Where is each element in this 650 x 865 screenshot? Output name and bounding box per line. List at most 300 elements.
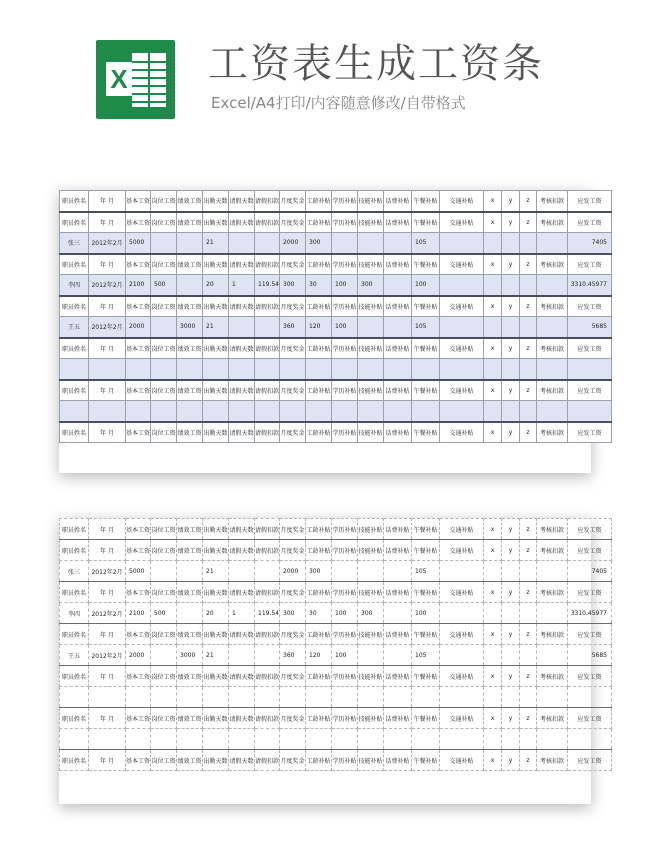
header-cell[interactable]: 基本工资: [126, 254, 151, 275]
data-cell[interactable]: [229, 729, 255, 750]
data-cell[interactable]: [151, 729, 177, 750]
data-cell[interactable]: [229, 401, 255, 422]
data-cell[interactable]: 300: [280, 603, 306, 624]
header-cell[interactable]: y: [502, 380, 520, 401]
header-cell[interactable]: 年 月: [89, 191, 126, 212]
header-cell[interactable]: 交通补贴: [440, 666, 484, 687]
header-cell[interactable]: 出勤天数: [203, 540, 229, 561]
header-cell[interactable]: z: [520, 212, 537, 233]
data-cell[interactable]: [484, 401, 502, 422]
data-cell[interactable]: [568, 401, 612, 422]
header-cell[interactable]: 午餐补贴: [412, 380, 440, 401]
data-cell[interactable]: 20: [203, 603, 229, 624]
data-cell[interactable]: [255, 401, 280, 422]
header-cell[interactable]: x: [484, 338, 502, 359]
data-cell[interactable]: [126, 401, 151, 422]
data-cell[interactable]: [502, 603, 520, 624]
header-cell[interactable]: y: [502, 212, 520, 233]
data-cell[interactable]: [384, 233, 412, 254]
header-cell[interactable]: 岗位工资: [151, 422, 177, 443]
header-cell[interactable]: 技能补贴: [358, 380, 384, 401]
data-cell[interactable]: [537, 603, 568, 624]
data-cell[interactable]: [60, 401, 89, 422]
header-cell[interactable]: 绩效工资: [177, 296, 203, 317]
header-cell[interactable]: 技能补贴: [358, 540, 384, 561]
header-cell[interactable]: z: [520, 338, 537, 359]
header-cell[interactable]: 技能补贴: [358, 422, 384, 443]
data-cell[interactable]: [255, 561, 280, 582]
header-cell[interactable]: 考核扣款: [537, 708, 568, 729]
header-cell[interactable]: 绩效工资: [177, 212, 203, 233]
header-cell[interactable]: 绩效工资: [177, 582, 203, 603]
header-cell[interactable]: 年 月: [89, 750, 126, 771]
header-cell[interactable]: 基本工资: [126, 750, 151, 771]
data-cell[interactable]: [384, 687, 412, 708]
data-cell[interactable]: 7405: [568, 233, 612, 254]
data-cell[interactable]: 30: [306, 275, 332, 296]
data-cell[interactable]: [203, 359, 229, 380]
data-cell[interactable]: [520, 401, 537, 422]
header-cell[interactable]: y: [502, 540, 520, 561]
header-cell[interactable]: 职员姓名: [60, 380, 89, 401]
header-cell[interactable]: 考核扣款: [537, 624, 568, 645]
header-cell[interactable]: 岗位工资: [151, 380, 177, 401]
header-cell[interactable]: 技能补贴: [358, 191, 384, 212]
header-cell[interactable]: z: [520, 254, 537, 275]
header-cell[interactable]: x: [484, 380, 502, 401]
header-cell[interactable]: 请假扣款: [255, 540, 280, 561]
header-cell[interactable]: 出勤天数: [203, 582, 229, 603]
header-cell[interactable]: 出勤天数: [203, 191, 229, 212]
header-cell[interactable]: x: [484, 422, 502, 443]
header-cell[interactable]: 职员姓名: [60, 540, 89, 561]
data-cell[interactable]: [89, 729, 126, 750]
header-cell[interactable]: 请假天数: [229, 296, 255, 317]
data-cell[interactable]: 119.54: [255, 603, 280, 624]
header-cell[interactable]: 技能补贴: [358, 582, 384, 603]
data-cell[interactable]: 100: [332, 645, 358, 666]
header-cell[interactable]: 请假天数: [229, 191, 255, 212]
header-cell[interactable]: z: [520, 380, 537, 401]
header-cell[interactable]: 工龄补贴: [306, 296, 332, 317]
data-cell[interactable]: [440, 561, 484, 582]
header-cell[interactable]: 月度奖金: [280, 212, 306, 233]
header-cell[interactable]: y: [502, 519, 520, 540]
data-cell[interactable]: [280, 359, 306, 380]
data-cell[interactable]: [568, 687, 612, 708]
header-cell[interactable]: 考核扣款: [537, 212, 568, 233]
header-cell[interactable]: y: [502, 296, 520, 317]
data-cell[interactable]: [537, 359, 568, 380]
data-cell[interactable]: 1: [229, 603, 255, 624]
header-cell[interactable]: y: [502, 422, 520, 443]
header-cell[interactable]: 午餐补贴: [412, 422, 440, 443]
data-cell[interactable]: [151, 317, 177, 338]
data-cell[interactable]: [306, 687, 332, 708]
header-cell[interactable]: 请假扣款: [255, 254, 280, 275]
header-cell[interactable]: x: [484, 212, 502, 233]
data-cell[interactable]: [384, 317, 412, 338]
header-cell[interactable]: 请假扣款: [255, 296, 280, 317]
header-cell[interactable]: 交通补贴: [440, 296, 484, 317]
header-cell[interactable]: 应发工资: [568, 750, 612, 771]
header-cell[interactable]: 基本工资: [126, 540, 151, 561]
header-cell[interactable]: x: [484, 519, 502, 540]
header-cell[interactable]: 岗位工资: [151, 191, 177, 212]
header-cell[interactable]: 请假扣款: [255, 750, 280, 771]
header-cell[interactable]: 年 月: [89, 422, 126, 443]
header-cell[interactable]: 话费补贴: [384, 254, 412, 275]
header-cell[interactable]: 交通补贴: [440, 191, 484, 212]
header-cell[interactable]: 工龄补贴: [306, 338, 332, 359]
header-cell[interactable]: 工龄补贴: [306, 380, 332, 401]
data-cell[interactable]: [440, 645, 484, 666]
header-cell[interactable]: z: [520, 191, 537, 212]
header-cell[interactable]: 职员姓名: [60, 582, 89, 603]
data-cell[interactable]: [384, 729, 412, 750]
data-cell[interactable]: [440, 275, 484, 296]
header-cell[interactable]: 午餐补贴: [412, 540, 440, 561]
header-cell[interactable]: 考核扣款: [537, 666, 568, 687]
header-cell[interactable]: 应发工资: [568, 191, 612, 212]
header-cell[interactable]: 基本工资: [126, 338, 151, 359]
header-cell[interactable]: 话费补贴: [384, 582, 412, 603]
header-cell[interactable]: 交通补贴: [440, 708, 484, 729]
data-cell[interactable]: [520, 317, 537, 338]
header-cell[interactable]: 应发工资: [568, 519, 612, 540]
header-cell[interactable]: 学历补贴: [332, 708, 358, 729]
header-cell[interactable]: 基本工资: [126, 212, 151, 233]
data-cell[interactable]: 7405: [568, 561, 612, 582]
data-cell[interactable]: [151, 233, 177, 254]
header-cell[interactable]: z: [520, 624, 537, 645]
data-cell[interactable]: [502, 233, 520, 254]
data-cell[interactable]: 2000: [280, 233, 306, 254]
data-cell[interactable]: [412, 729, 440, 750]
header-cell[interactable]: x: [484, 254, 502, 275]
header-cell[interactable]: 工龄补贴: [306, 254, 332, 275]
data-cell[interactable]: [358, 561, 384, 582]
header-cell[interactable]: z: [520, 750, 537, 771]
header-cell[interactable]: 年 月: [89, 519, 126, 540]
header-cell[interactable]: 工龄补贴: [306, 666, 332, 687]
data-cell[interactable]: [126, 687, 151, 708]
data-cell[interactable]: 500: [151, 275, 177, 296]
header-cell[interactable]: 请假天数: [229, 750, 255, 771]
data-cell[interactable]: [332, 561, 358, 582]
header-cell[interactable]: 请假天数: [229, 540, 255, 561]
header-cell[interactable]: 考核扣款: [537, 582, 568, 603]
data-cell[interactable]: 3000: [177, 645, 203, 666]
data-cell[interactable]: [384, 401, 412, 422]
header-cell[interactable]: x: [484, 666, 502, 687]
data-cell[interactable]: [280, 687, 306, 708]
header-cell[interactable]: 绩效工资: [177, 624, 203, 645]
header-cell[interactable]: 请假天数: [229, 254, 255, 275]
data-cell[interactable]: [358, 687, 384, 708]
header-cell[interactable]: 年 月: [89, 380, 126, 401]
header-cell[interactable]: 职员姓名: [60, 708, 89, 729]
header-cell[interactable]: 绩效工资: [177, 191, 203, 212]
header-cell[interactable]: 月度奖金: [280, 422, 306, 443]
header-cell[interactable]: 话费补贴: [384, 338, 412, 359]
header-cell[interactable]: 交通补贴: [440, 422, 484, 443]
data-cell[interactable]: [332, 729, 358, 750]
header-cell[interactable]: 基本工资: [126, 708, 151, 729]
header-cell[interactable]: 午餐补贴: [412, 212, 440, 233]
data-cell[interactable]: [484, 603, 502, 624]
data-cell[interactable]: [384, 603, 412, 624]
data-cell[interactable]: [484, 687, 502, 708]
header-cell[interactable]: 请假天数: [229, 380, 255, 401]
data-cell[interactable]: 3000: [177, 317, 203, 338]
header-cell[interactable]: 学历补贴: [332, 422, 358, 443]
header-cell[interactable]: 学历补贴: [332, 296, 358, 317]
data-cell[interactable]: 5685: [568, 317, 612, 338]
data-cell[interactable]: [440, 687, 484, 708]
data-cell[interactable]: 300: [306, 233, 332, 254]
data-cell[interactable]: 2012年2月: [89, 603, 126, 624]
data-cell[interactable]: [412, 687, 440, 708]
data-cell[interactable]: [358, 401, 384, 422]
header-cell[interactable]: 请假天数: [229, 666, 255, 687]
data-cell[interactable]: 120: [306, 645, 332, 666]
header-cell[interactable]: 话费补贴: [384, 296, 412, 317]
header-cell[interactable]: 学历补贴: [332, 191, 358, 212]
header-cell[interactable]: 基本工资: [126, 519, 151, 540]
data-cell[interactable]: [203, 729, 229, 750]
header-cell[interactable]: 交通补贴: [440, 254, 484, 275]
data-cell[interactable]: [568, 359, 612, 380]
header-cell[interactable]: 出勤天数: [203, 296, 229, 317]
header-cell[interactable]: y: [502, 582, 520, 603]
data-cell[interactable]: 张三: [60, 233, 89, 254]
data-cell[interactable]: [537, 317, 568, 338]
header-cell[interactable]: 技能补贴: [358, 519, 384, 540]
header-cell[interactable]: 月度奖金: [280, 191, 306, 212]
header-cell[interactable]: 绩效工资: [177, 540, 203, 561]
header-cell[interactable]: 学历补贴: [332, 582, 358, 603]
data-cell[interactable]: [440, 729, 484, 750]
header-cell[interactable]: 交通补贴: [440, 582, 484, 603]
data-cell[interactable]: [537, 401, 568, 422]
header-cell[interactable]: 交通补贴: [440, 338, 484, 359]
data-cell[interactable]: 100: [412, 603, 440, 624]
header-cell[interactable]: 考核扣款: [537, 519, 568, 540]
data-cell[interactable]: [520, 603, 537, 624]
header-cell[interactable]: 话费补贴: [384, 422, 412, 443]
data-cell[interactable]: [177, 729, 203, 750]
header-cell[interactable]: 请假扣款: [255, 708, 280, 729]
data-cell[interactable]: [537, 561, 568, 582]
data-cell[interactable]: 105: [412, 561, 440, 582]
header-cell[interactable]: 技能补贴: [358, 296, 384, 317]
header-cell[interactable]: 考核扣款: [537, 191, 568, 212]
data-cell[interactable]: [537, 729, 568, 750]
header-cell[interactable]: y: [502, 338, 520, 359]
header-cell[interactable]: 年 月: [89, 338, 126, 359]
data-cell[interactable]: [568, 729, 612, 750]
header-cell[interactable]: 出勤天数: [203, 254, 229, 275]
header-cell[interactable]: 月度奖金: [280, 254, 306, 275]
header-cell[interactable]: 午餐补贴: [412, 519, 440, 540]
data-cell[interactable]: 100: [332, 603, 358, 624]
header-cell[interactable]: 请假扣款: [255, 212, 280, 233]
data-cell[interactable]: [177, 401, 203, 422]
header-cell[interactable]: 技能补贴: [358, 254, 384, 275]
data-cell[interactable]: 2000: [126, 645, 151, 666]
header-cell[interactable]: z: [520, 708, 537, 729]
header-cell[interactable]: 请假扣款: [255, 582, 280, 603]
data-cell[interactable]: [484, 359, 502, 380]
header-cell[interactable]: 话费补贴: [384, 519, 412, 540]
data-cell[interactable]: [89, 359, 126, 380]
header-cell[interactable]: 应发工资: [568, 380, 612, 401]
data-cell[interactable]: [306, 359, 332, 380]
header-cell[interactable]: 职员姓名: [60, 624, 89, 645]
header-cell[interactable]: 学历补贴: [332, 212, 358, 233]
header-cell[interactable]: 话费补贴: [384, 666, 412, 687]
header-cell[interactable]: 午餐补贴: [412, 338, 440, 359]
data-cell[interactable]: [484, 729, 502, 750]
header-cell[interactable]: 话费补贴: [384, 212, 412, 233]
header-cell[interactable]: 岗位工资: [151, 540, 177, 561]
header-cell[interactable]: 岗位工资: [151, 750, 177, 771]
data-cell[interactable]: [358, 729, 384, 750]
header-cell[interactable]: 请假天数: [229, 519, 255, 540]
header-cell[interactable]: y: [502, 254, 520, 275]
data-cell[interactable]: [177, 275, 203, 296]
data-cell[interactable]: 300: [358, 603, 384, 624]
data-cell[interactable]: [332, 233, 358, 254]
data-cell[interactable]: [440, 317, 484, 338]
data-cell[interactable]: [484, 275, 502, 296]
header-cell[interactable]: 出勤天数: [203, 380, 229, 401]
header-cell[interactable]: 话费补贴: [384, 750, 412, 771]
header-cell[interactable]: z: [520, 296, 537, 317]
header-cell[interactable]: 考核扣款: [537, 750, 568, 771]
data-cell[interactable]: 21: [203, 561, 229, 582]
data-cell[interactable]: 21: [203, 645, 229, 666]
header-cell[interactable]: 技能补贴: [358, 750, 384, 771]
data-cell[interactable]: 105: [412, 645, 440, 666]
data-cell[interactable]: [280, 729, 306, 750]
header-cell[interactable]: y: [502, 708, 520, 729]
header-cell[interactable]: 应发工资: [568, 254, 612, 275]
header-cell[interactable]: 午餐补贴: [412, 624, 440, 645]
data-cell[interactable]: [255, 359, 280, 380]
data-cell[interactable]: [151, 561, 177, 582]
header-cell[interactable]: 学历补贴: [332, 519, 358, 540]
header-cell[interactable]: 学历补贴: [332, 750, 358, 771]
data-cell[interactable]: [60, 687, 89, 708]
header-cell[interactable]: 绩效工资: [177, 750, 203, 771]
header-cell[interactable]: x: [484, 708, 502, 729]
data-cell[interactable]: [484, 645, 502, 666]
data-cell[interactable]: [502, 275, 520, 296]
data-cell[interactable]: 21: [203, 233, 229, 254]
header-cell[interactable]: z: [520, 666, 537, 687]
data-cell[interactable]: 王五: [60, 645, 89, 666]
data-cell[interactable]: [412, 359, 440, 380]
data-cell[interactable]: [384, 359, 412, 380]
data-cell[interactable]: [126, 729, 151, 750]
data-cell[interactable]: [151, 359, 177, 380]
header-cell[interactable]: 技能补贴: [358, 212, 384, 233]
header-cell[interactable]: 午餐补贴: [412, 254, 440, 275]
data-cell[interactable]: [440, 401, 484, 422]
header-cell[interactable]: 应发工资: [568, 212, 612, 233]
header-cell[interactable]: 请假天数: [229, 338, 255, 359]
data-cell[interactable]: [203, 687, 229, 708]
data-cell[interactable]: 2100: [126, 275, 151, 296]
header-cell[interactable]: 学历补贴: [332, 624, 358, 645]
data-cell[interactable]: [502, 729, 520, 750]
header-cell[interactable]: 职员姓名: [60, 519, 89, 540]
header-cell[interactable]: 基本工资: [126, 624, 151, 645]
data-cell[interactable]: [203, 401, 229, 422]
data-cell[interactable]: [332, 401, 358, 422]
header-cell[interactable]: 学历补贴: [332, 540, 358, 561]
data-cell[interactable]: [520, 687, 537, 708]
header-cell[interactable]: 月度奖金: [280, 540, 306, 561]
header-cell[interactable]: 月度奖金: [280, 519, 306, 540]
header-cell[interactable]: 岗位工资: [151, 338, 177, 359]
header-cell[interactable]: 岗位工资: [151, 582, 177, 603]
header-cell[interactable]: 年 月: [89, 708, 126, 729]
header-cell[interactable]: 话费补贴: [384, 624, 412, 645]
data-cell[interactable]: [502, 401, 520, 422]
data-cell[interactable]: [229, 359, 255, 380]
data-cell[interactable]: [151, 645, 177, 666]
header-cell[interactable]: 学历补贴: [332, 338, 358, 359]
header-cell[interactable]: x: [484, 296, 502, 317]
header-cell[interactable]: 午餐补贴: [412, 750, 440, 771]
data-cell[interactable]: [306, 729, 332, 750]
data-cell[interactable]: [484, 317, 502, 338]
header-cell[interactable]: x: [484, 582, 502, 603]
header-cell[interactable]: 月度奖金: [280, 380, 306, 401]
data-cell[interactable]: 300: [306, 561, 332, 582]
data-cell[interactable]: [440, 233, 484, 254]
header-cell[interactable]: 出勤天数: [203, 708, 229, 729]
data-cell[interactable]: [89, 687, 126, 708]
data-cell[interactable]: [537, 645, 568, 666]
data-cell[interactable]: 李四: [60, 603, 89, 624]
data-cell[interactable]: 105: [412, 233, 440, 254]
header-cell[interactable]: 岗位工资: [151, 212, 177, 233]
data-cell[interactable]: [520, 233, 537, 254]
header-cell[interactable]: 月度奖金: [280, 338, 306, 359]
data-cell[interactable]: [229, 317, 255, 338]
header-cell[interactable]: 基本工资: [126, 380, 151, 401]
header-cell[interactable]: 午餐补贴: [412, 582, 440, 603]
header-cell[interactable]: 出勤天数: [203, 212, 229, 233]
header-cell[interactable]: x: [484, 750, 502, 771]
header-cell[interactable]: 工龄补贴: [306, 519, 332, 540]
data-cell[interactable]: [520, 275, 537, 296]
header-cell[interactable]: 考核扣款: [537, 540, 568, 561]
data-cell[interactable]: [520, 645, 537, 666]
header-cell[interactable]: 工龄补贴: [306, 191, 332, 212]
header-cell[interactable]: 月度奖金: [280, 582, 306, 603]
header-cell[interactable]: 考核扣款: [537, 380, 568, 401]
header-cell[interactable]: 年 月: [89, 582, 126, 603]
data-cell[interactable]: 2000: [126, 317, 151, 338]
data-cell[interactable]: 500: [151, 603, 177, 624]
data-cell[interactable]: [126, 359, 151, 380]
header-cell[interactable]: y: [502, 624, 520, 645]
